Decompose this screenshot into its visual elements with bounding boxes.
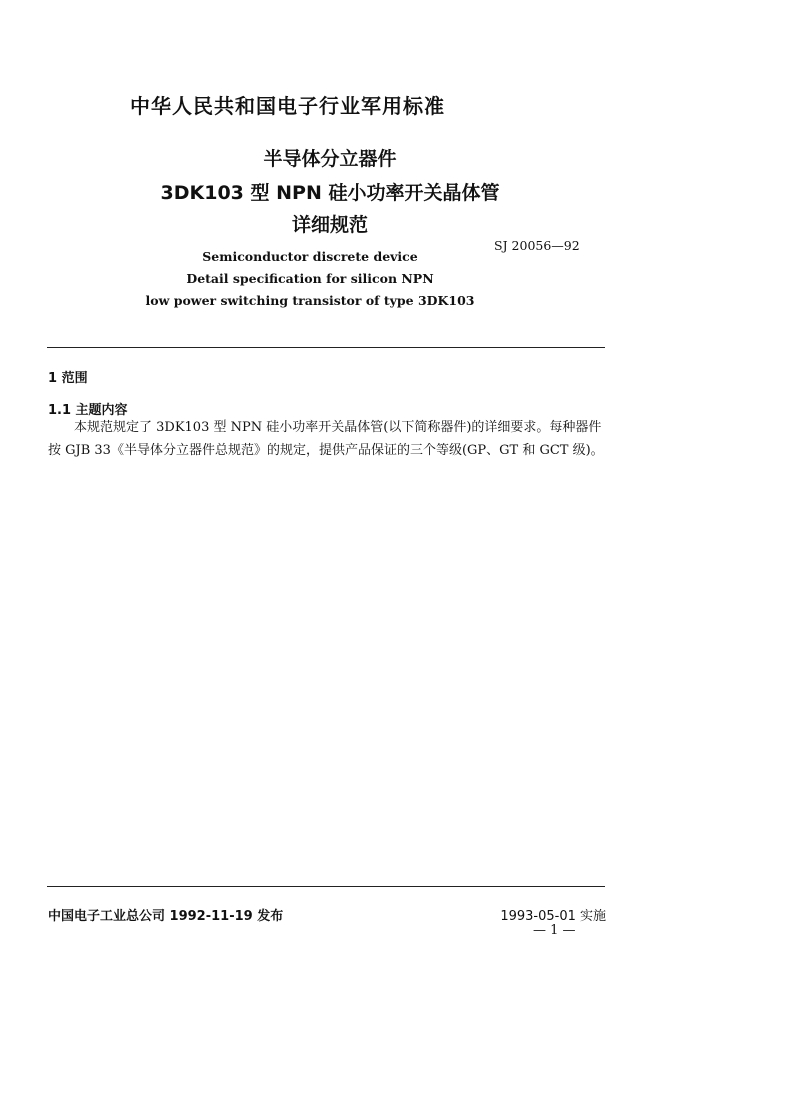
section-1-1-heading: 1.1 主题内容 — [48, 403, 128, 418]
issuer-and-issue-date: 中国电子工业总公司 1992-11-19 发布 — [48, 909, 284, 924]
doc-title-line-1: 半导体分立器件 — [263, 148, 397, 170]
footer-divider — [47, 886, 605, 887]
english-title-line-3: low power switching transistor of type 3DK103 — [145, 293, 475, 308]
standard-category-header: 中华人民共和国电子行业军用标准 — [130, 94, 445, 118]
english-title-line-1: Semiconductor discrete device — [202, 249, 418, 264]
scope-paragraph — [48, 416, 606, 462]
section-1-heading: 1 范围 — [48, 371, 88, 386]
page-number: — 1 — — [533, 923, 576, 938]
implementation-date: 1993-05-01 实施 — [500, 909, 606, 924]
doc-title-line-2: 3DK103 型 NPN 硅小功率开关晶体管 — [160, 182, 500, 204]
scope-paragraph-text: 本规范规定了 3DK103 型 NPN 硅小功率开关晶体管(以下简称器件)的详细要求。每种器件按 GJB 33《半导体分立器件总规范》的规定，提供产品保证的三个等级(GP、GT 和 GCT 级)。 — [48, 420, 604, 458]
header-divider — [47, 347, 605, 348]
english-title-line-2: Detail specification for silicon NPN — [186, 271, 434, 286]
standard-number: SJ 20056—92 — [494, 238, 580, 253]
doc-title-line-3: 详细规范 — [291, 214, 368, 236]
